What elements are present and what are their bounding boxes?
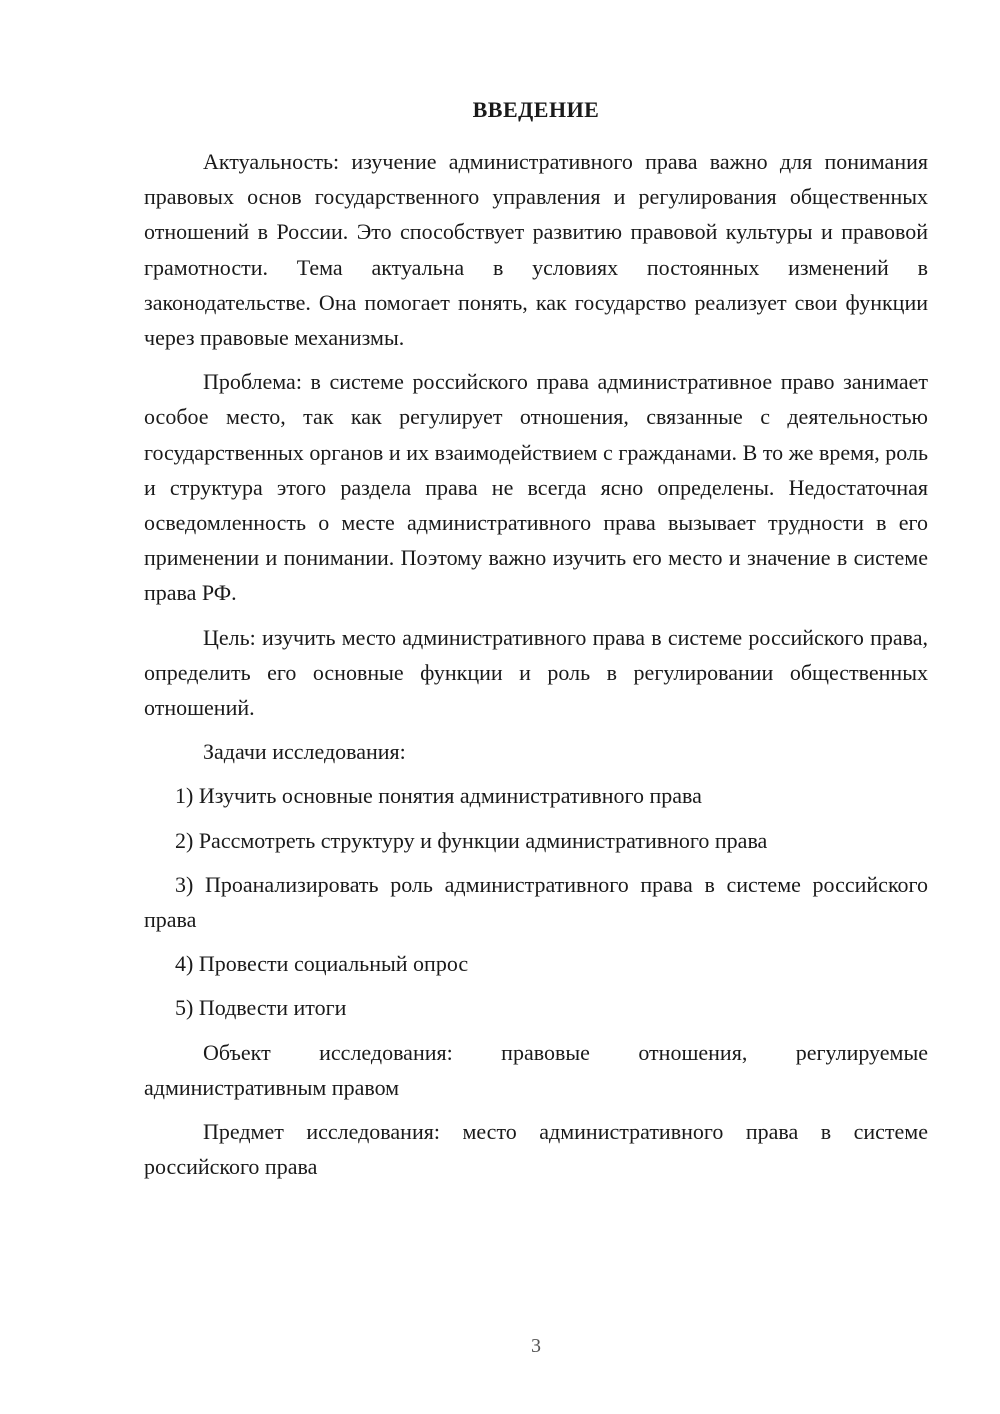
goal-paragraph: Цель: изучить место административного права в системе российского права, определить его основные функции и роль в регулировании общественных отношений. [144,624,928,721]
object-paragraph: Объект исследования: правовые отношения, регулируемые административным правом [144,1039,928,1100]
task-item: 1) Изучить основные понятия административного права [175,783,702,809]
relevance-paragraph: Актуальность: изучение административного права важно для понимания правовых основ государственного управления и регулирования общественных отношений в России. Это способствует развитию правовой культуры и правовой грамотности. Тема актуальна в условиях постоянных изменений в законодательстве. Она помогает понять, как государство реализует свои функции через правовые механизмы. [144,149,928,351]
task-item: 4) Провести социальный опрос [175,951,469,977]
task-item: 2) Рассмотреть структуру и функции административного права [175,827,768,853]
subject-paragraph: Предмет исследования: место административного права в системе российского права [144,1119,928,1180]
task-item: 3) Проанализировать роль административного права в системе российского права [144,871,928,933]
page-number: 3 [531,1335,541,1357]
document-page [144,96,928,1184]
section-title: ВВЕДЕНИЕ [472,97,600,122]
tasks-heading: Задачи исследования: [203,739,406,765]
problem-paragraph: Проблема: в системе российского права административное право занимает особое место, так как регулирует отношения, связанные с деятельностью государственных органов и их взаимодействием с гражданами. В то же время, роль и структура этого раздела права не всегда ясно определены. Недостаточная осведомленность о месте административного права вызывает трудности в его применении и понимании. Поэтому важно изучить его место и значение в системе права РФ. [144,369,928,606]
task-item: 5) Подвести итоги [175,995,347,1021]
